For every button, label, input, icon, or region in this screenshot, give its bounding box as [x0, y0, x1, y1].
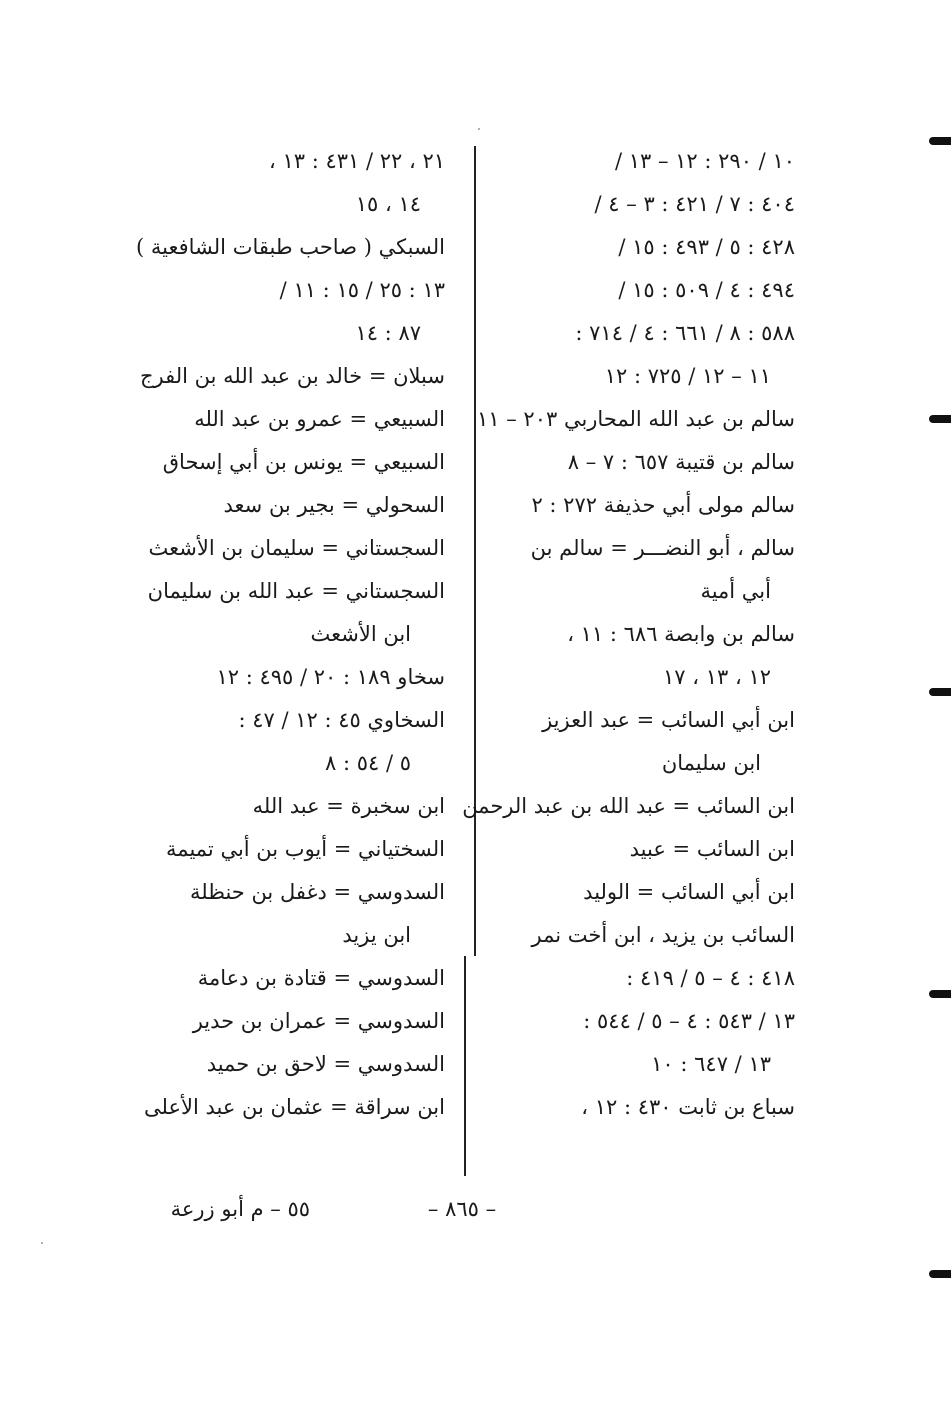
- index-entry: السبكي ( صاحب طبقات الشافعية ): [136, 235, 445, 259]
- right-column: [462, 140, 795, 1129]
- paper-speck: [478, 128, 480, 130]
- index-entry: ابن سراقة = عثمان بن عبد الأعلى: [144, 1095, 445, 1119]
- index-line: أبي أمية: [700, 579, 771, 603]
- index-line: ٥ / ٥٤ : ٨: [325, 751, 411, 775]
- index-entry: ابن أبي السائب = الوليد: [583, 880, 795, 904]
- index-entry: السخاوي ٤٥ : ١٢ / ٤٧ :: [238, 708, 445, 732]
- index-line: ٤١٨ : ٤ – ٥ / ٤١٩ :: [626, 966, 795, 990]
- index-line: ١٤ ، ١٥: [355, 192, 421, 216]
- column-divider-lower: [464, 956, 466, 1176]
- index-line: ١٠ / ٢٩٠ : ١٢ – ١٣ /: [614, 149, 795, 173]
- index-line: ١١ – ١٢ / ٧٢٥ : ١٢: [604, 364, 771, 388]
- left-column: [136, 140, 445, 1129]
- index-line: ابن يزيد: [342, 923, 411, 947]
- index-entry: السدوسي = قتادة بن دعامة: [197, 966, 445, 990]
- index-entry: السدوسي = عمران بن حدير: [192, 1009, 445, 1033]
- index-line: ٤٢٨ : ٥ / ٤٩٣ : ١٥ /: [618, 235, 795, 259]
- index-line: ١٢ ، ١٣ ، ١٧: [663, 665, 771, 689]
- column-divider: [474, 146, 476, 956]
- index-entry: السدوسي = دغفل بن حنظلة: [190, 880, 445, 904]
- signature-mark: ٥٥ – م أبو زرعة: [170, 1197, 310, 1221]
- index-line: ٤٠٤ : ٧ / ٤٢١ : ٣ – ٤ /: [594, 192, 795, 216]
- edge-ink-mark: [929, 137, 951, 145]
- index-line: ٨٧ : ١٤: [355, 321, 421, 345]
- index-entry: سخاو ١٨٩ : ٢٠ / ٤٩٥ : ١٢: [216, 665, 445, 689]
- index-entry: السجستاني = سليمان بن الأشعث: [148, 536, 445, 560]
- index-line: ابن سليمان: [661, 751, 761, 775]
- edge-ink-mark: [929, 990, 951, 998]
- edge-ink-mark: [929, 688, 951, 696]
- index-entry: سالم بن قتيبة ٦٥٧ : ٧ – ٨: [567, 450, 795, 474]
- index-entry: سالم مولى أبي حذيفة ٢٧٢ : ٢: [531, 493, 795, 517]
- paper-speck: [41, 1242, 43, 1244]
- index-line: ٥٨٨ : ٨ / ٦٦١ : ٤ / ٧١٤ :: [575, 321, 795, 345]
- index-line: ٤٩٤ : ٤ / ٥٠٩ : ١٥ /: [618, 278, 795, 302]
- index-entry: ابن سخبرة = عبد الله: [252, 794, 445, 818]
- index-entry: ابن السائب = عبيد: [629, 837, 795, 861]
- edge-ink-mark: [929, 415, 951, 423]
- index-entry: ابن أبي السائب = عبد العزيز: [542, 708, 795, 732]
- index-line: ١٣ : ٢٥ / ١٥ : ١١ /: [279, 278, 445, 302]
- index-entry: سالم بن وابصة ٦٨٦ : ١١ ،: [567, 622, 795, 646]
- index-entry: سالم بن عبد الله المحاربي ٢٠٣ – ١١: [477, 407, 795, 431]
- index-entry: ابن السائب = عبد الله بن عبد الرحمن: [462, 794, 795, 818]
- index-entry: سالم ، أبو النضـــر = سالم بن: [530, 536, 795, 560]
- page-number: – ٨٦٥ –: [427, 1197, 497, 1221]
- index-entry: السجستاني = عبد الله بن سليمان: [147, 579, 445, 603]
- index-entry: سبلان = خالد بن عبد الله بن الفرج: [139, 364, 445, 388]
- index-entry: السبيعي = يونس بن أبي إسحاق: [162, 450, 445, 474]
- index-line: ٢١ ، ٢٢ / ٤٣١ : ١٣ ،: [269, 149, 445, 173]
- index-entry: السختياني = أيوب بن أبي تميمة: [166, 837, 445, 861]
- index-entry: سباع بن ثابت ٤٣٠ : ١٢ ،: [581, 1095, 795, 1119]
- index-entry: السدوسي = لاحق بن حميد: [206, 1052, 445, 1076]
- index-line: ١٣ / ٦٤٧ : ١٠: [651, 1052, 771, 1076]
- index-entry: السحولي = بجير بن سعد: [223, 493, 445, 517]
- index-line: ابن الأشعث: [310, 622, 411, 646]
- index-entry: السائب بن يزيد ، ابن أخت نمر: [531, 923, 795, 947]
- index-line: ١٣ / ٥٤٣ : ٤ – ٥ / ٥٤٤ :: [583, 1009, 795, 1033]
- index-entry: السبيعي = عمرو بن عبد الله: [194, 407, 445, 431]
- edge-ink-mark: [929, 1270, 951, 1278]
